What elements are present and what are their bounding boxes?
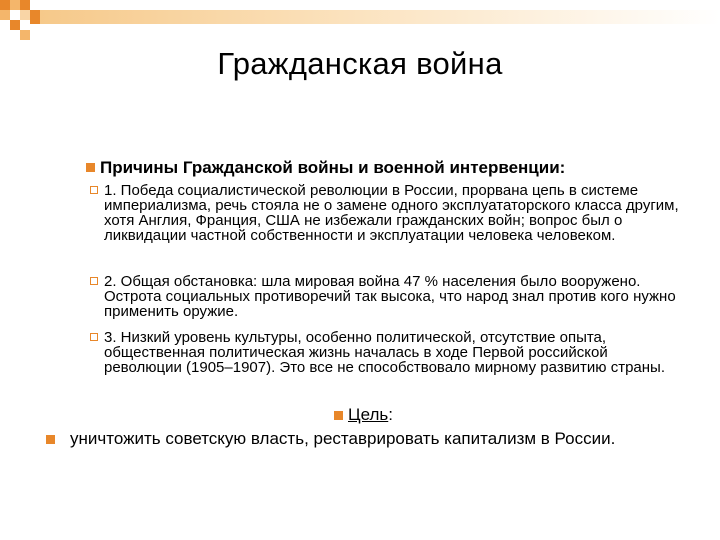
deco-square [10, 0, 20, 10]
header-bar [40, 10, 720, 24]
deco-square [30, 10, 40, 24]
bullet-square-icon [334, 411, 343, 420]
goal-label: Цель [348, 405, 389, 424]
deco-square [20, 0, 30, 10]
cause-item-3: 3. Низкий уровень культуры, особенно политической, отсутствие опыта, общественная политическая жизнь началась в ходе Первой российской революции (1905–1907). Это все не способствовало мирному развитию страны. [104, 329, 666, 376]
checkbox-bullet-icon [90, 333, 98, 341]
deco-square [20, 10, 30, 20]
checkbox-bullet-icon [90, 277, 98, 285]
causes-heading: Причины Гражданской войны и военной интервенции: [100, 158, 566, 177]
deco-square [20, 30, 30, 40]
bullet-square-icon [46, 435, 55, 444]
slide-title: Гражданская война [217, 46, 503, 81]
checkbox-bullet-icon [90, 186, 98, 194]
goal-line [348, 405, 393, 425]
deco-square [10, 20, 20, 30]
deco-square [0, 10, 10, 20]
goal-colon: : [388, 405, 393, 424]
cause-item-2: 2. Общая обстановка: шла мировая война 47 % населения было вооружено. Острота социальных противоречий так высока, что народ знал против кого нужно применить оружие. [104, 273, 676, 320]
goal-text: уничтожить советскую власть, реставрировать капитализм в России. [70, 429, 616, 448]
cause-item-1: 1. Победа социалистической революции в России, прорвана цепь в системе империализма, речь стояла не о замене одного эксплуататорского класса другим, хотя Англия, Франция, США не избежали гражданских войн; вопрос был о ликвидации частной собственности и эксплуатации человека человеком. [104, 182, 679, 244]
bullet-square-icon [86, 163, 95, 172]
deco-square [0, 0, 10, 10]
